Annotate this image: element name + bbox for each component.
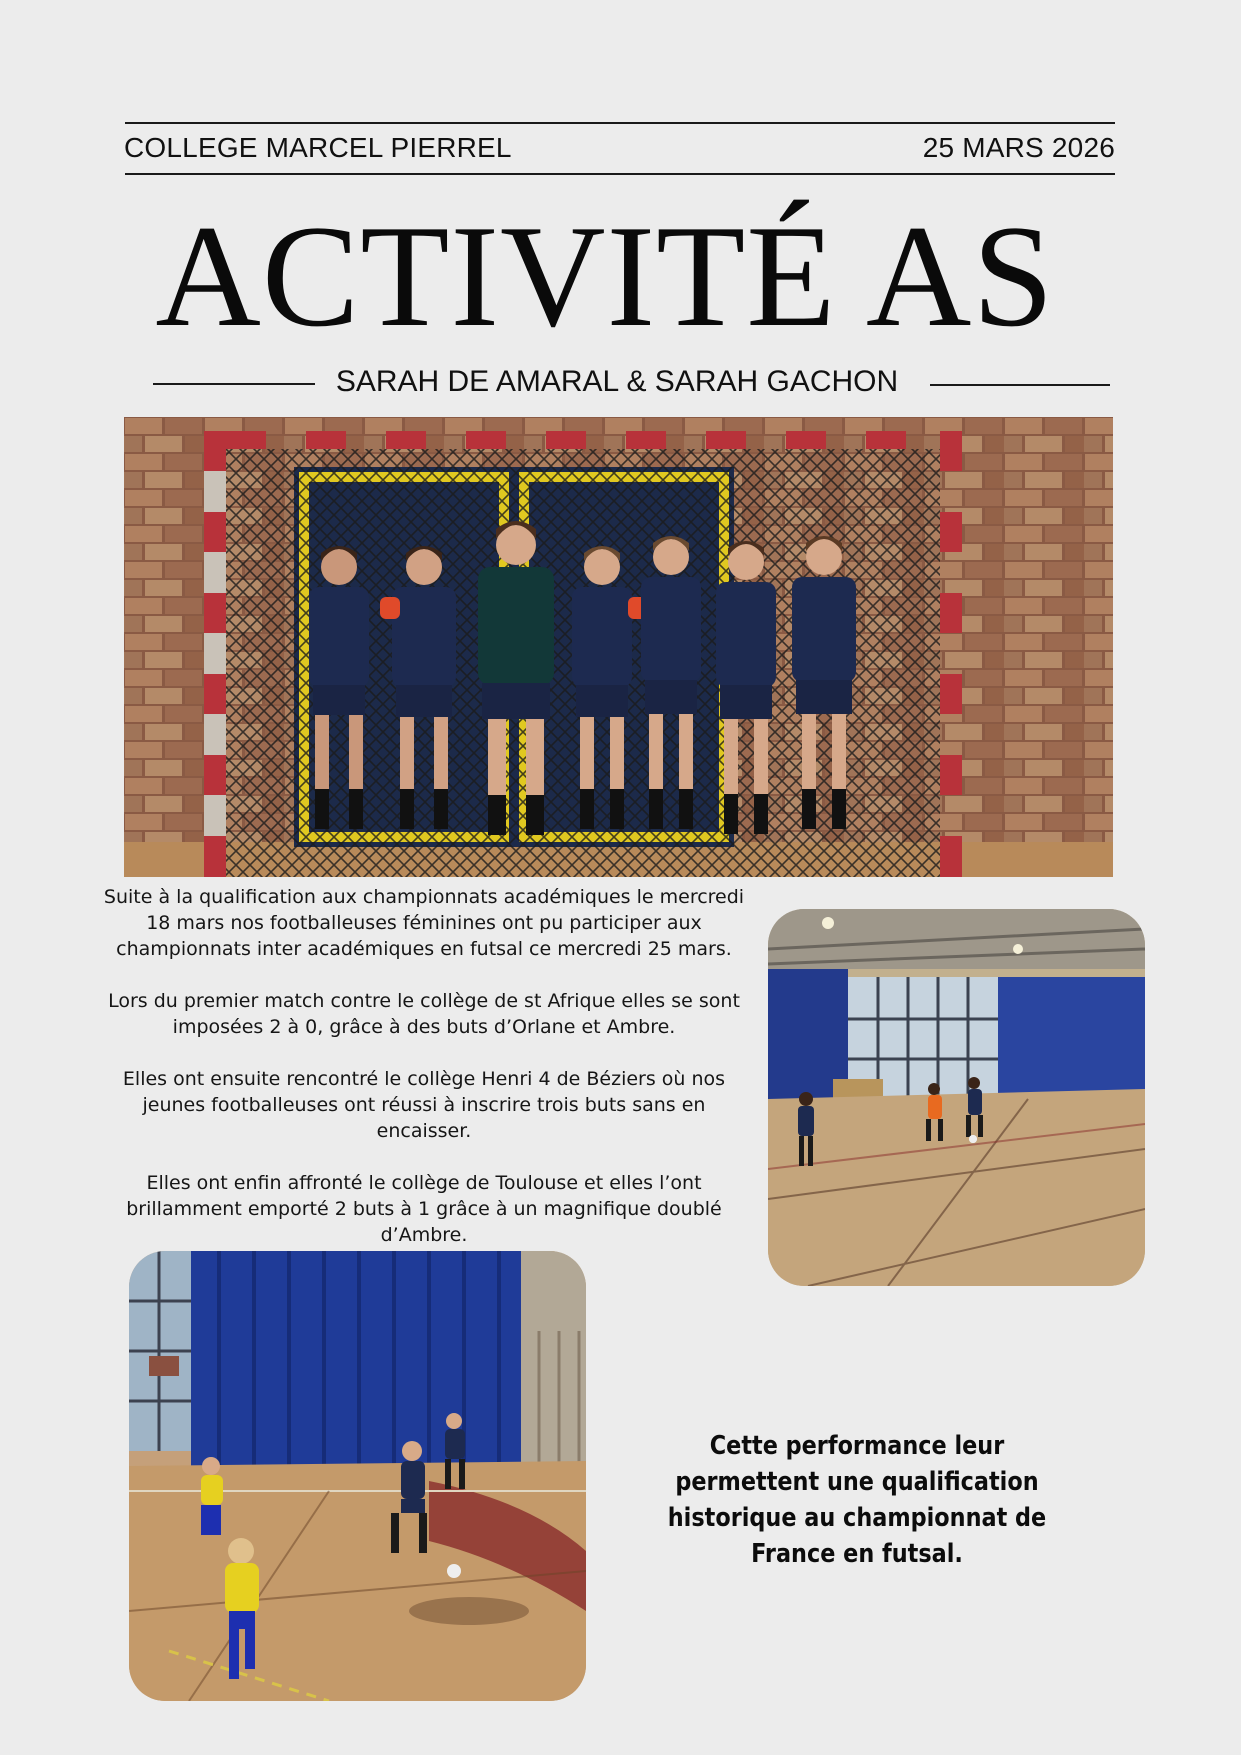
gym-match-photo-right [768, 909, 1145, 1286]
authors-right-rule [930, 384, 1110, 386]
article-paragraph: Lors du premier match contre le collège de st Afrique elles se sont imposées 2 à 0, grâce à des buts d’Orlane et Ambre. [108, 990, 740, 1038]
conclusion-highlight: Cette performance leur permettent une qualification historique au championnat de France en futsal. [667, 1431, 1047, 1569]
school-name: COLLEGE MARCEL PIERREL [124, 132, 512, 163]
article-paragraph: Suite à la qualification aux championnats académiques le mercredi 18 mars nos footballeuses féminines ont pu participer aux championnats inter académiques en futsal ce mercredi 25 mars. [103, 886, 745, 960]
article-paragraph: Elles ont enfin affronté le collège de Toulouse et elles l’ont brillamment emporté 2 buts à 1 grâce à un magnifique doublé d’Ambre. [126, 1172, 722, 1246]
article-paragraph: Elles ont ensuite rencontré le collège Henri 4 de Béziers où nos jeunes footballeuses ont réussi à inscrire trois buts sans en encaisser. [122, 1068, 726, 1142]
header-top-rule [125, 122, 1115, 124]
article-body [100, 884, 748, 1274]
authors-line: SARAH DE AMARAL & SARAH GACHON [335, 365, 899, 398]
gym-match-photo-left [129, 1251, 586, 1701]
header-bottom-rule [125, 173, 1115, 175]
team-photo [124, 417, 1113, 877]
page-title: ACTIVITÉ AS [155, 195, 1055, 357]
issue-date: 25 MARS 2026 [922, 132, 1115, 163]
